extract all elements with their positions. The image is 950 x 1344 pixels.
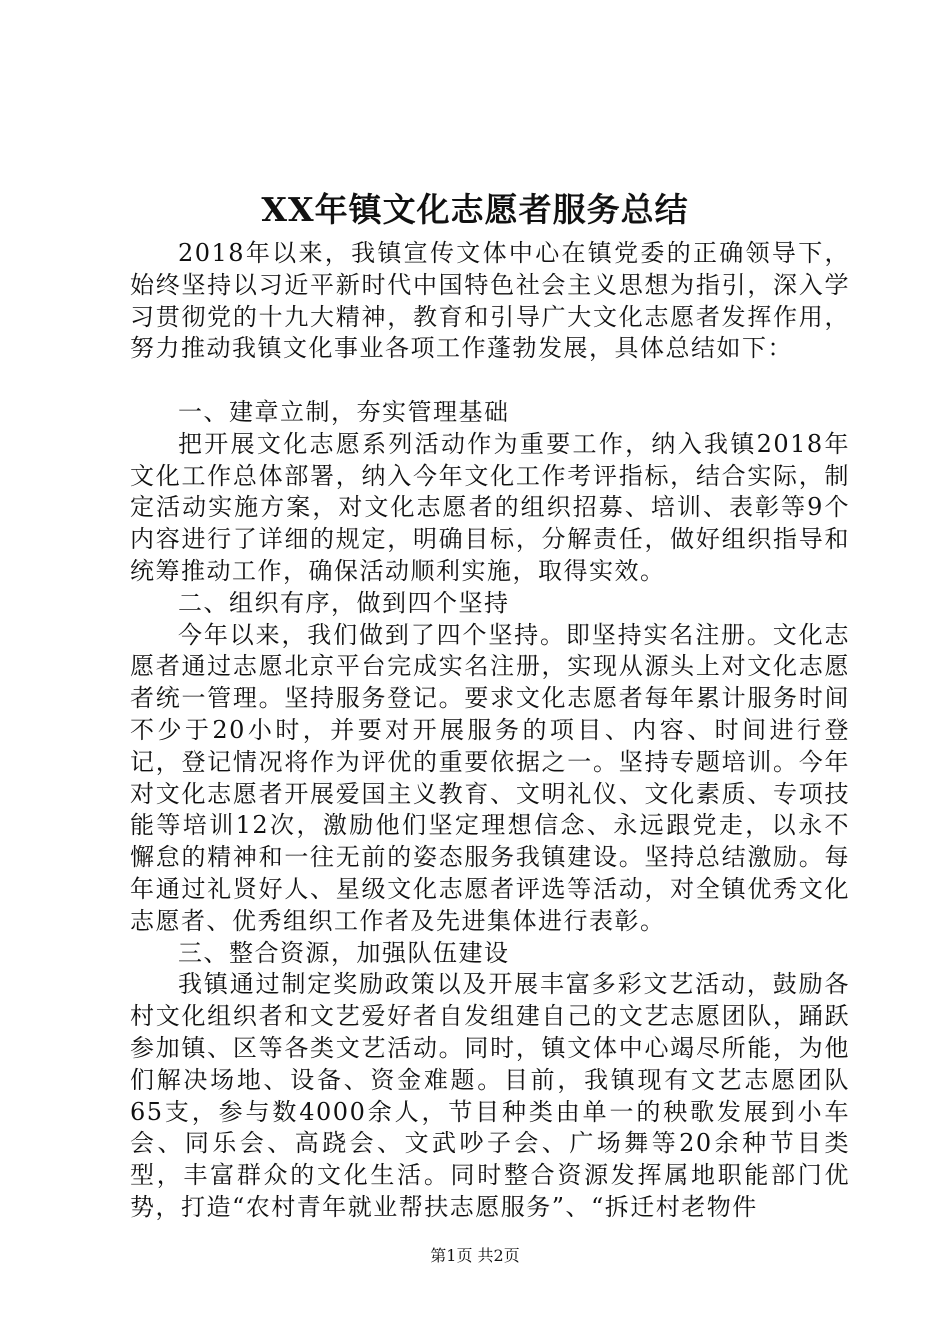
section-2-heading: 二、组织有序，做到四个坚持 xyxy=(178,588,510,617)
intro-paragraph: 2018年以来，我镇宣传文体中心在镇党委的正确领导下，始终坚持以习近平新时代中国特色社会主义思想为指引，深入学习贯彻党的十九大精神，教育和引导广大文化志愿者发挥作用，努力推动我镇文化事业各项工作蓬勃发展，具体总结如下： xyxy=(130,239,850,363)
section-3-heading: 三、整合资源，加强队伍建设 xyxy=(178,938,510,967)
document-title: XX年镇文化志愿者服务总结 xyxy=(261,190,689,229)
section-3-body: 我镇通过制定奖励政策以及开展丰富多彩文艺活动，鼓励各村文化组织者和文艺爱好者自发组建自己的文艺志愿团队，踊跃参加镇、区等各类文艺活动。同时，镇文体中心竭尽所能，为他们解决场地、设备、资金难题。目前，我镇现有文艺志愿团队65支，参与数4000余人，节目种类由单一的秧歌发展到小车会、同乐会、高跷会、文武吵子会、广场舞等20余种节目类型，丰富群众的文化生活。同时整合资源发挥属地职能部门优势，打造“农村青年就业帮扶志愿服务”、“拆迁村老物件 xyxy=(130,970,850,1221)
document-body xyxy=(130,238,850,1224)
section-1-heading: 一、建章立制，夯实管理基础 xyxy=(178,397,510,426)
section-1-body: 把开展文化志愿系列活动作为重要工作，纳入我镇2018年文化工作总体部署，纳入今年文化工作考评指标，结合实际，制定活动实施方案，对文化志愿者的组织招募、培训、表彰等9个内容进行了详细的规定，明确目标，分解责任，做好组织指导和统筹推动工作，确保活动顺利实施，取得实效。 xyxy=(130,429,850,585)
paragraph-gap xyxy=(130,365,850,397)
section-2-body: 今年以来，我们做到了四个坚持。即坚持实名注册。文化志愿者通过志愿北京平台完成实名注册，实现从源头上对文化志愿者统一管理。坚持服务登记。要求文化志愿者每年累计服务时间不少于20小时，并要对开展服务的项目、内容、时间进行登记，登记情况将作为评优的重要依据之一。坚持专题培训。今年对文化志愿者开展爱国主义教育、文明礼仪、文化素质、专项技能等培训12次，激励他们坚定理想信念、永远跟党走，以永不懈怠的精神和一往无前的姿态服务我镇建设。坚持总结激励。每年通过礼贤好人、星级文化志愿者评选等活动，对全镇优秀文化志愿者、优秀组织工作者及先进集体进行表彰。 xyxy=(130,620,850,935)
page-number-footer: 第1页 共2页 xyxy=(430,1246,520,1265)
